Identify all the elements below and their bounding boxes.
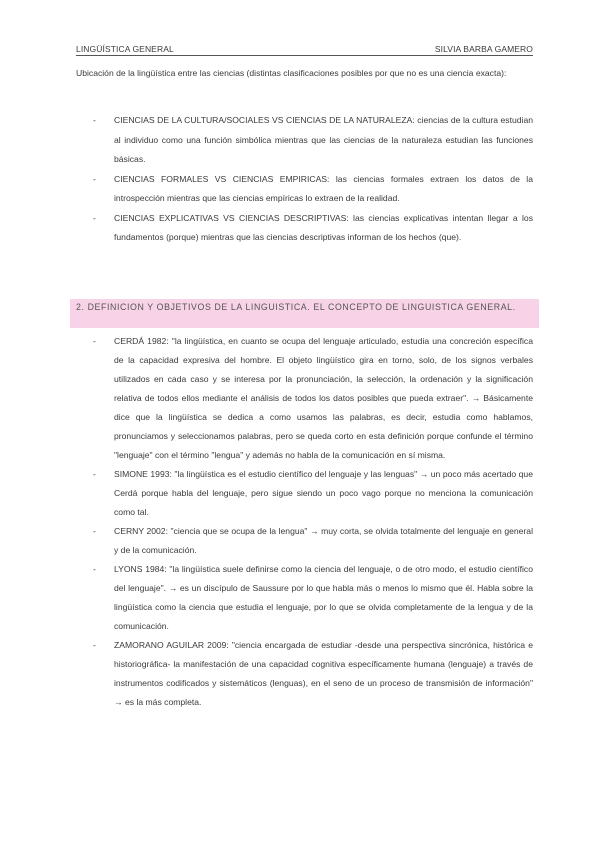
list-bullet: - — [93, 212, 96, 223]
list-item — [76, 636, 533, 712]
intro-paragraph: Ubicación de la lingüística entre las ciencias (distintas clasificaciones posibles por que no es una ciencia exacta): — [76, 68, 507, 78]
list-bullet: - — [93, 173, 96, 184]
list-item — [76, 170, 533, 209]
list-bullet: - — [93, 115, 96, 125]
header-course-title: LINGÜÍSTICA GENERAL — [76, 44, 174, 54]
list-item-text: CERDÁ 1982: "la lingüística, en cuanto se ocupa del lenguaje articulado, estudia una concreción específica de la capacidad expresiva del hombre. El objeto lingüístico gira en torno, solo, de los signos verbales utilizados en cada caso y se interesa por la pronunciación, la selección, la ordenación y la significación relativa de todos ellos mediante el análisis de todos los datos posibles que pueda extraer". → Básicamente dice que la lingüística se dedica a como usamos las palabras, es decir, estudia como hablamos, pronunciamos y seleccionamos palabras, pero se queda corto en esta definición porque confunde el término "lenguaje" con el término "lengua" y además no habla de la comunicación en sí misma. — [114, 336, 533, 460]
list-item — [76, 560, 533, 636]
list-item-text: CIENCIAS DE LA CULTURA/SOCIALES VS CIENCIAS DE LA NATURALEZA: ciencias de la cultura estudian al individuo como una función simbólica mientras que las ciencias de la naturaleza estudian las funciones básicas. — [114, 115, 533, 164]
list-item-text: SIMONE 1993: "la lingüística es el estudio científico del lenguaje y las lenguas" → un poco más acertado que Cerdá porque habla del lenguaje, pero sigue siendo un poco vago porque no menciona la comunicación como tal. — [114, 469, 533, 517]
list-bullet: - — [93, 526, 96, 536]
list-bullet: - — [93, 469, 96, 479]
list-item-text: CIENCIAS EXPLICATIVAS VS CIENCIAS DESCRIPTIVAS: las ciencias explicativas intentan llegar a los fundamentos (porque) mientras que las ciencias descriptivas informan de los hechos (que). — [114, 212, 533, 242]
list-item-text: CERNY 2002: "ciencia que se ocupa de la lengua" → muy corta, se olvida totalmente del lenguaje en general y de la comunicación. — [114, 526, 533, 555]
list-item — [76, 332, 533, 465]
list-item-text: ZAMORANO AGUILAR 2009: "ciencia encargada de estudiar -desde una perspectiva sincrónica, histórica e historiográfica- la manifestación de una capacidad cognitiva específicamente humana (lenguaje) a través de instrumentos codificados y sistemáticos (lenguas), en el seno de un proceso de transmisión de información" → es la más completa. — [114, 640, 533, 707]
list-bullet: - — [93, 564, 96, 574]
list-item — [76, 522, 533, 560]
list-item — [76, 111, 533, 170]
definitions-list — [76, 332, 533, 712]
list-item-text: LYONS 1984: "la lingüística suele definirse como la ciencia del lenguaje, o de otro modo, el estudio científico del lenguaje". → es un discípulo de Saussure por lo que habla más o menos lo mismo que él. Habla sobre la lingüística como la ciencia que estudia el lenguaje, por lo que se olvida completamente de la lengua y de la comunicación. — [114, 564, 533, 631]
page-header — [76, 44, 533, 56]
header-author: SILVIA BARBA GAMERO — [434, 44, 533, 54]
section-heading: 2. DEFINICION Y OBJETIVOS DE LA LINGUISTICA. EL CONCEPTO DE LINGUISTICA GENERAL. — [70, 299, 539, 328]
science-classification-list — [76, 111, 533, 248]
list-item-text: CIENCIAS FORMALES VS CIENCIAS EMPIRICAS: las ciencias formales extraen los datos de la introspección mientras que las ciencias empíricas lo extraen de la realidad. — [114, 173, 533, 203]
list-item — [76, 465, 533, 522]
list-item — [76, 209, 533, 248]
list-bullet: - — [93, 640, 96, 650]
list-bullet: - — [93, 336, 96, 346]
